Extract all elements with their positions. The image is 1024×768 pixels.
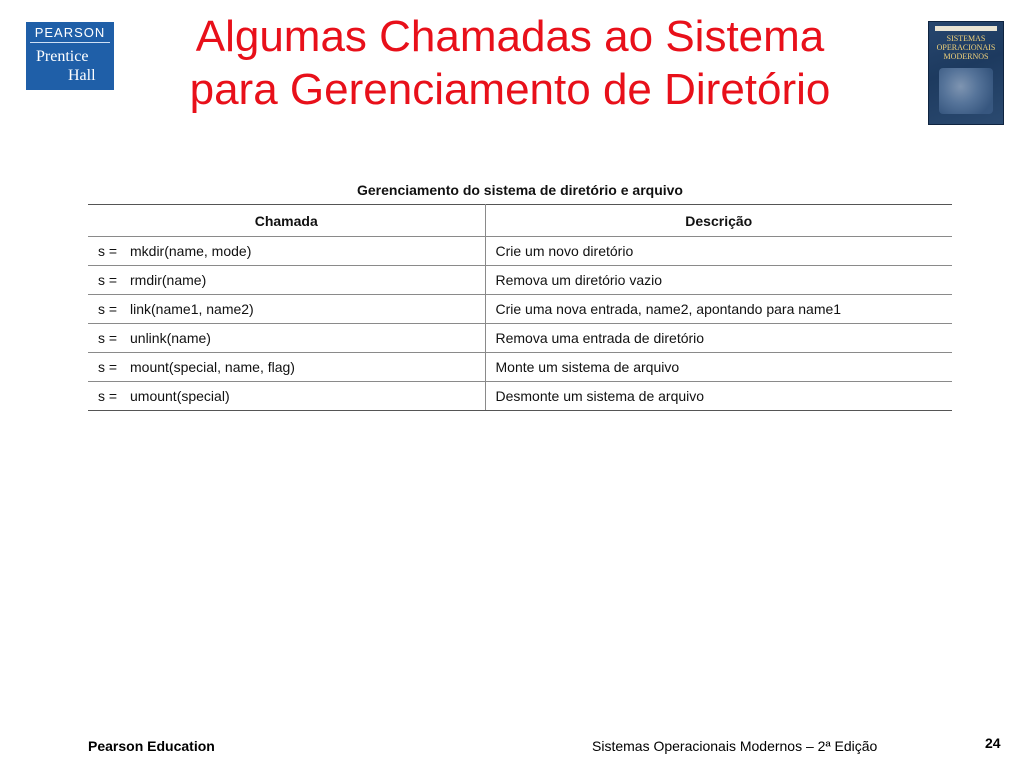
call-cell [88, 266, 485, 295]
description-cell: Remova uma entrada de diretório [485, 324, 952, 353]
page-number: 24 [985, 735, 1001, 751]
return-var: s = [98, 388, 118, 404]
table-header-row [88, 205, 952, 237]
return-var: s = [98, 243, 118, 259]
table-row [88, 382, 952, 411]
logo-rule [30, 42, 110, 43]
cover-artwork [939, 68, 993, 114]
table-row [88, 295, 952, 324]
return-var: s = [98, 301, 118, 317]
footer-book-title: Sistemas Operacionais Modernos – 2ª Edição [592, 738, 878, 754]
description-cell: Desmonte um sistema de arquivo [485, 382, 952, 411]
call-text: mkdir(name, mode) [130, 243, 252, 259]
return-var: s = [98, 330, 118, 346]
logo-line2: Hall [68, 67, 96, 84]
call-cell [88, 237, 485, 266]
call-text: mount(special, name, flag) [130, 359, 295, 375]
call-cell [88, 382, 485, 411]
table-caption: Gerenciamento do sistema de diretório e arquivo [357, 182, 683, 198]
call-text: link(name1, name2) [130, 301, 254, 317]
slide-title [120, 10, 900, 116]
cover-author-band [935, 26, 997, 31]
logo-line1: Prentice [36, 48, 89, 65]
call-text: unlink(name) [130, 330, 211, 346]
description-cell: Crie um novo diretório [485, 237, 952, 266]
footer-publisher: Pearson Education [88, 738, 215, 754]
header-descricao: Descrição [485, 205, 952, 237]
logo-brand: PEARSON [34, 25, 106, 40]
table-row [88, 324, 952, 353]
call-text: umount(special) [130, 388, 230, 404]
book-cover-image [928, 21, 1004, 125]
call-text: rmdir(name) [130, 272, 207, 288]
call-cell [88, 324, 485, 353]
table-row [88, 266, 952, 295]
table-row [88, 353, 952, 382]
description-cell: Crie uma nova entrada, name2, apontando para name1 [485, 295, 952, 324]
return-var: s = [98, 272, 118, 288]
description-cell: Remova um diretório vazio [485, 266, 952, 295]
title-line-2: para Gerenciamento de Diretório [189, 65, 831, 114]
title-line-1: Algumas Chamadas ao Sistema [195, 12, 825, 61]
cover-title-2: OPERACIONAIS [936, 43, 996, 52]
return-var: s = [98, 359, 118, 375]
pearson-prentice-hall-logo [26, 22, 114, 90]
system-calls-table [88, 204, 952, 411]
cover-title-3: MODERNOS [943, 52, 989, 61]
call-cell [88, 295, 485, 324]
cover-title-1: SISTEMAS [946, 34, 986, 43]
header-chamada: Chamada [88, 205, 485, 237]
description-cell: Monte um sistema de arquivo [485, 353, 952, 382]
table-row [88, 237, 952, 266]
call-cell [88, 353, 485, 382]
